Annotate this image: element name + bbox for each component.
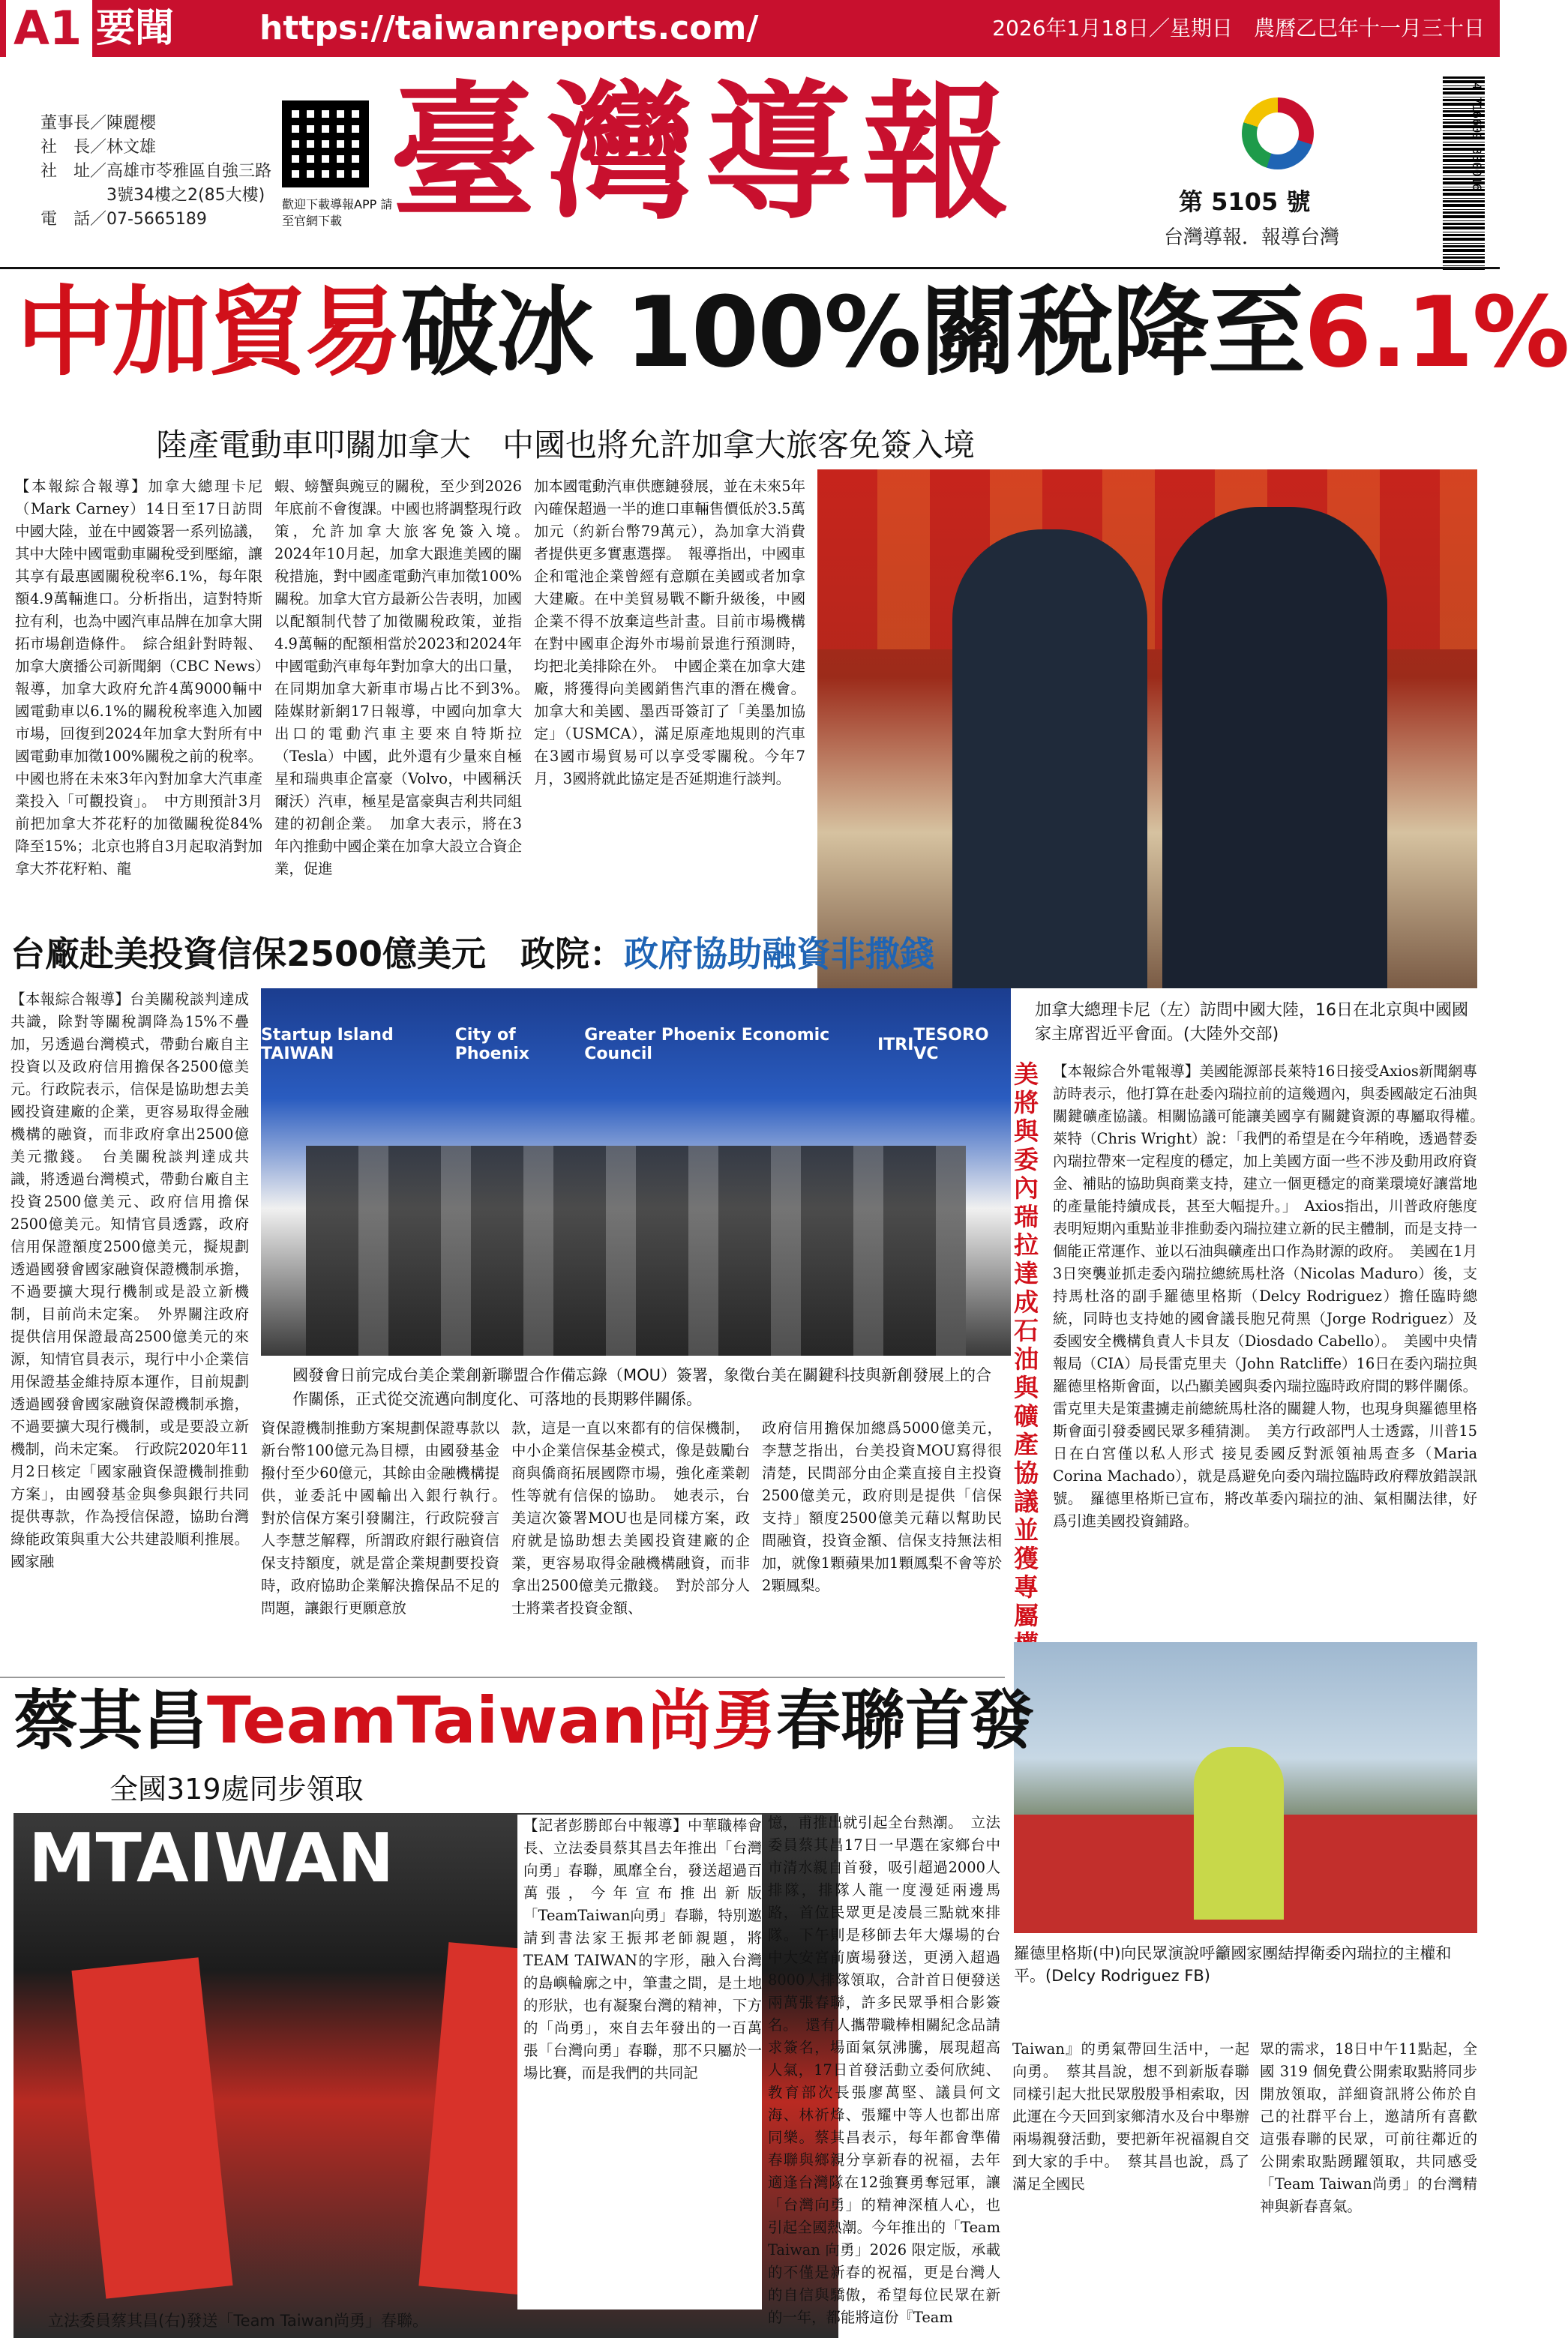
story1-photo-caption: 加拿大總理卡尼（左）訪問中國大陸，16日在北京與中國國家主席習近平會面。(大陸外交部) <box>1035 1001 1468 1044</box>
masthead-phone: 電 話／07-5665189 <box>40 210 207 229</box>
story2-photo-caption: 國發會日前完成台美企業創新聯盟合作備忘錄（MOU）簽署，象徵台美在關鍵科技與新創發展上的合作關係，正式從交流邁向制度化、可落地的長期夥伴關係。 <box>292 1366 992 1408</box>
story4-top-divider <box>0 1677 1005 1678</box>
masthead-address: 社 址／高雄市苓雅區自強三路 <box>40 162 272 181</box>
section-name: 要聞 <box>96 6 175 51</box>
masthead-publisher: 董事長／陳麗櫻 <box>40 114 157 133</box>
story1-photo-handshake[interactable] <box>817 469 1477 988</box>
story1-column-3: 加本國電動汽車供應鏈發展，並在未來5年內確保超過一半的進口車輛售價低於3.5萬加元（約新台幣79萬元），為加拿大消費者提供更多實惠選擇。 報導指出，中國車企和電池企業曾經有意願在美國或者加拿大建廠。在中美貿易戰不斷升級後，中國企業不得不放棄這些計畫。目前市場機構在對中國車企海外市場前景進行預測時，均把北美排除在外。 中國企業在加拿大建廠，將獲得向美國銷售汽車的潛在機會。加拿大和美國、墨西哥簽訂了「美墨加協定」（USMCA），滿足原產地規則的汽車在3國市場貿易可以享受零關稅。今年7月，3國將就此協定是否延期進行談判。 <box>534 478 805 787</box>
photo-person-left <box>952 529 1147 988</box>
site-url-link[interactable]: https://taiwanreports.com/ <box>259 9 759 47</box>
issue-number: 第 5105 號 <box>1179 187 1311 216</box>
story1-headline-part1: 中加貿易 <box>16 275 401 389</box>
story2-column-3: 款，這是一直以來都有的信保機制，中小企業信保基金模式，像是鼓勵台商與僑商拓展國際市場，強化產業韌性等就有信保的協助。 她表示，台美這次簽署MOU也是同樣方案，政府就是協助想去美國投資建廠的企業，更容易取得金融機構融資，而非拿出2500億美元撒錢。 對於部分人士將業者投資金額、 <box>511 1419 750 1617</box>
story1-headline-part2: 破冰 <box>400 275 593 389</box>
masthead-president: 社 長／林文雄 <box>40 138 157 157</box>
story3-body: 【本報綜合外電報導】美國能源部長萊特16日接受Axios新聞網專訪時表示，他打算在赴委內瑞拉前的這幾週內，與委國敲定石油與關鍵礦產協議。相關協議可能讓美國享有關鍵資源的專屬取得權。 萊特（Chris Wright）說：「我們的希望是在今年稍晚，透過替委內瑞拉帶來一定程度的穩定，加上美國方面一些不涉及動用政府資金、補貼的協助與商業支持，建立一個更穩定的商業環境好讓當地的產量能持續成長，甚至大幅提升。」 Axios指出，川普政府態度表明短期內重點並非推動委內瑞拉建立新的民主體制，而是支持一個能正常運作、並以石油與礦產出口作為財源的政府。 美國在1月3日突襲並抓走委內瑞拉總統馬杜洛（Nicolas Maduro）後，支持馬杜洛的副手羅德里格斯（Delcy Rodriguez）擔任臨時總統，同時也支持她的國會議長胞兄荷黑（Jorge Rodriguez）及委國安全機構負責人卡貝友（Diosdado Cabello）。 美國中央情報局（CIA）局長雷克里夫（John Ratcliffe）16日在委內瑞拉與羅德里格斯會面，以凸顯美國與委內瑞拉臨時政府間的夥伴關係。雷克里夫是策畫擄走前總統馬杜洛的關鍵人物，也現身與羅德里格斯會面引發委國民眾多種猜測。 美方行政部門人士透露，川普15日在白宮僅以私人形式 接見委國反對派領袖馬查多（Maria Corina Machado），就是爲避免向委內瑞拉臨時政府釋放錯誤訊號。 羅德里格斯已宣布，將改革委內瑞拉的油、氣相關法律，好爲引進美國投資鋪路。 <box>1053 1063 1492 1530</box>
story2-column-2: 資保證機制推動方案規劃保證專款以新台幣100億元為目標，由國發基金撥付至少60億元，其餘由金融機構提供，並委託中國輸出入銀行執行。 對於信保方案引發關注，行政院發言人李慧芝解釋，所謂政府銀行融資信保支持額度，就是當企業規劃要投資時，政府協助企業解決擔保品不足的問題，讓銀行更願意放 <box>261 1419 514 1617</box>
photo-backdrop-text: MTAIWAN <box>28 1819 394 1898</box>
story4-column-3: Taiwan』的勇氣帶回生活中，一起向勇。 蔡其昌說，想不到新版春聯同樣引起大批民眾殷殷爭相索取，因此運在今天回到家鄉清水及台中舉辦兩場親發活動，要把新年祝福親自交到大家的手中。 蔡其昌也說，爲了滿足全國民 <box>1012 2040 1249 2193</box>
story1-headline-part3: 100%關稅降至 <box>592 275 1304 389</box>
qr-code[interactable] <box>282 100 369 187</box>
story4-column-1: 【記者彭勝郎台中報導】中華職棒會長、立法委員蔡其昌去年推出「台灣向勇」春聯，風靡全台，發送超過百萬張，今年宣布推出新版「TeamTaiwan向勇」春聯，特別邀請到書法家王振邦老師親題，將TEAM TAIWAN的字形，融入台灣的島嶼輪廓之中，筆畫之間，是土地的形狀，也有凝聚台灣的精神，下方的「尚勇」，來自去年發出的一百萬張「台灣向勇」春聯，那不只屬於一場比賽，而是我們的共同記 <box>517 1815 762 2310</box>
story1-column-1: 【本報綜合報導】加拿大總理卡尼（Mark Carney）14日至17日訪問中國大陸，並在中國簽署一系列協議，其中大陸中國電動車關稅受到壓縮，讓其享有最惠國關稅稅率6.1%，每年限額4.9萬輛進口。分析指出，這對特斯拉有利，也為中國汽車品牌在加拿大開拓市場創造條件。 綜合組針對時報、加拿大廣播公司新聞網（CBC News）報導，加拿大政府允許4萬9000輛中國電動車以6.1%的關稅稅率進入加國市場，回復到2024年加拿大對所有中國電動車加徵100%關稅之前的稅率。中國也將在未來3年內對加拿大汽車產業投入「可觀投資」。 中方則預計3月前把加拿大芥花籽的加徵關稅從84%降至15%；北京也將自3月起取消對加拿大芥花籽粕、龍 <box>15 478 262 877</box>
masthead-divider <box>0 267 1500 269</box>
story4-column-2: 憶，甫推出就引起全台熱潮。 立法委員蔡其昌17日一早選在家鄉台中市清水親自首發，吸引超過2000人排隊，排隊人龍一度漫延兩邊馬路，首位民眾更是凌晨三點就來排隊。下午則是移師去年大爆場的台中大安宮前廣場發送，更湧入超過8000人排隊領取，合計首日便發送兩萬張春聯，許多民眾爭相合影簽名。 還有人攜帶職棒相關紀念品請求簽名，場面氣氛沸騰，展現超高人氣，17日首發活動立委何欣純、教育部次長張廖萬堅、議員何文海、林祈烽、張耀中等人也都出席同樂。蔡其昌表示，每年都會準備春聯與鄉親分享新春的祝福，去年適逢台灣隊在12強賽勇奪冠軍，讓「台灣向勇」的精神深植人心，也引起全國熱潮。今年推出的「Team Taiwan 向勇」2026 限定版，承載的不僅是新春的祝福，更是台灣人的自信與驕傲，希望每位民眾在新的一年，都能將這份『Team <box>768 1814 1000 2326</box>
story2-photo-mou-signing[interactable] <box>261 988 1011 1356</box>
photo-speaker <box>1194 1747 1284 1920</box>
story3-photo-plaza-speech[interactable] <box>1014 1642 1477 1933</box>
photo-person-right <box>1162 507 1387 988</box>
photo-logo-city-of-phoenix: City of Phoenix <box>454 1026 529 1063</box>
photo-group-people <box>306 1146 966 1356</box>
photo-couplet-left <box>71 1957 232 2298</box>
story4-headline-part2: TeamTaiwan尚勇 <box>207 1683 777 1758</box>
issue-date: 2026年1月18日／星期日 農曆乙巳年十一月三十日 <box>992 16 1485 40</box>
barcode-number: 4 716609 330016 <box>1470 82 1484 191</box>
story3-headline-vertical[interactable] <box>1014 1060 1042 1687</box>
story2-column-4: 政府信用擔保加總爲5000億美元，李慧芝指出，台美投資MOU寫得很清楚，民間部分由企業直接自主投資2500億美元，政府則是提供「信保支持」額度2500億美元藉以幫助民間融資，投資金額、信保支持無法相加，就像1顆蘋果加1顆鳳梨不會等於2顆鳳梨。 <box>762 1419 1002 1594</box>
photo-logo-strip <box>261 1018 1011 1071</box>
story3-headline-text: 美將與委內瑞拉達成石油與礦產協議並獲專屬 <box>1014 1060 1039 1630</box>
photo-logo-gpec: Greater Phoenix Economic Council <box>584 1026 830 1063</box>
masthead-address-line2: 3號34樓之2(85大樓) <box>40 186 265 205</box>
story1-column-2: 蝦、螃蟹與豌豆的關稅，至少到2026年底前不會復課。中國也將調整現行政策，允許加拿大旅客免簽入境。 2024年10月起，加拿大跟進美國的關稅措施，對中國產電動汽車加徵100%關稅。加拿大官方最新公告表明，加國以配額制代替了加徵關稅政策，並指4.9萬輛的配額相當於2023和2024年中國電動汽車每年對加拿大的出口量，在同期加拿大新車市場占比不到3%。 陸媒財新網17日報導，中國向加拿大出口的電動汽車主要來自特斯拉（Tesla）中國，此外還有少量來自極星和瑞典車企富豪（Volvo，中國稱沃爾沃）汽車，極星是富豪與吉利共同組建的初創企業。 加拿大表示，將在3年內推動中國企業在加拿大設立合資企業，促進 <box>274 478 537 877</box>
story3-photo-caption: 羅德里格斯(中)向民眾演說呼籲國家團結捍衛委內瑞拉的主權和平。(Delcy Rodriguez FB) <box>1014 1944 1452 1985</box>
story2-headline[interactable] <box>10 930 934 978</box>
story1-headline[interactable] <box>16 276 1568 388</box>
story4-headline-part1: 蔡其昌 <box>13 1683 207 1758</box>
newspaper-logo-center <box>1257 112 1299 154</box>
story4-subhead: 全國319處同步領取 <box>109 1773 364 1806</box>
story4-photo-caption: 立法委員蔡其昌(右)發送「Team Taiwan尚勇」春聯。 <box>48 2312 428 2330</box>
story2-headline-main: 台廠赴美投資信保2500億美元 政院： <box>10 934 625 974</box>
story2-column-1: 【本報綜合報導】台美關稅談判達成共識，除對等關稅調降為15%不疊加，另透過台灣模式，帶動台廠自主投資以及政府信用擔保各2500億美元。行政院表示，信保是協助想去美國投資建廠的企業，更容易取得金融機構的融資，而非政府拿出2500億美元撒錢。 台美關稅談判達成共識，將透過台灣模式，帶動台廠自主投資2500億美元、政府信用擔保2500億美元。知情官員透露，政府信用保證額度2500億美元，擬規劃透過國發會國家融資保證機制承擔，不過要擴大現行機制或是設立新機制，目前尚未定案。 外界關注政府提供信用保證最高2500億美元的來源，知情官員表示，現行中小企業信用保證基金維持原本運作，目前規劃透過國發會國家融資保證機制承擔，不過要擴大現行機制，或是要設立新機制，尚未定案。 行政院2020年11月2日核定「國家融資保證機制推動方案」，由國發基金與參與銀行共同提供專款，作為授信保證，協助台灣綠能政策與重大公共建設順利推展。國家融 <box>10 991 249 1570</box>
newspaper-slogan: 台灣導報．報導台灣 <box>1164 226 1340 249</box>
story4-headline-part3: 春聯首發 <box>776 1683 1035 1758</box>
story4-headline[interactable] <box>13 1680 1034 1762</box>
qr-caption: 歡迎下載導報APP 請至官網下載 <box>282 197 393 228</box>
photo-logo-itri: ITRI <box>877 1035 914 1054</box>
section-mark: A1 <box>6 0 92 57</box>
story1-headline-part4: 6.1% <box>1303 275 1568 389</box>
story4-column-4: 眾的需求，18日中午11點起，全國 319 個免費公開索取點將同步開放領取，詳細資訊將公佈於自己的社群平台上，邀請所有喜歡這張春聯的民眾，可前往鄰近的公開索取點踴躍領取，共同感受「Team Taiwan尚勇」的台灣精神與新春喜氣。 <box>1260 2040 1477 2215</box>
photo-logo-tesoro: TESORO VC <box>913 1026 989 1063</box>
newspaper-title: 臺灣導報 <box>390 67 1021 239</box>
story2-headline-tag: 政府協助融資非撒錢 <box>624 934 935 974</box>
story1-subhead: 陸產電動車叩關加拿大 中國也將允許加拿大旅客免簽入境 <box>156 427 976 463</box>
photo-logo-startup-island: Startup Island TAIWAN <box>261 1026 394 1063</box>
